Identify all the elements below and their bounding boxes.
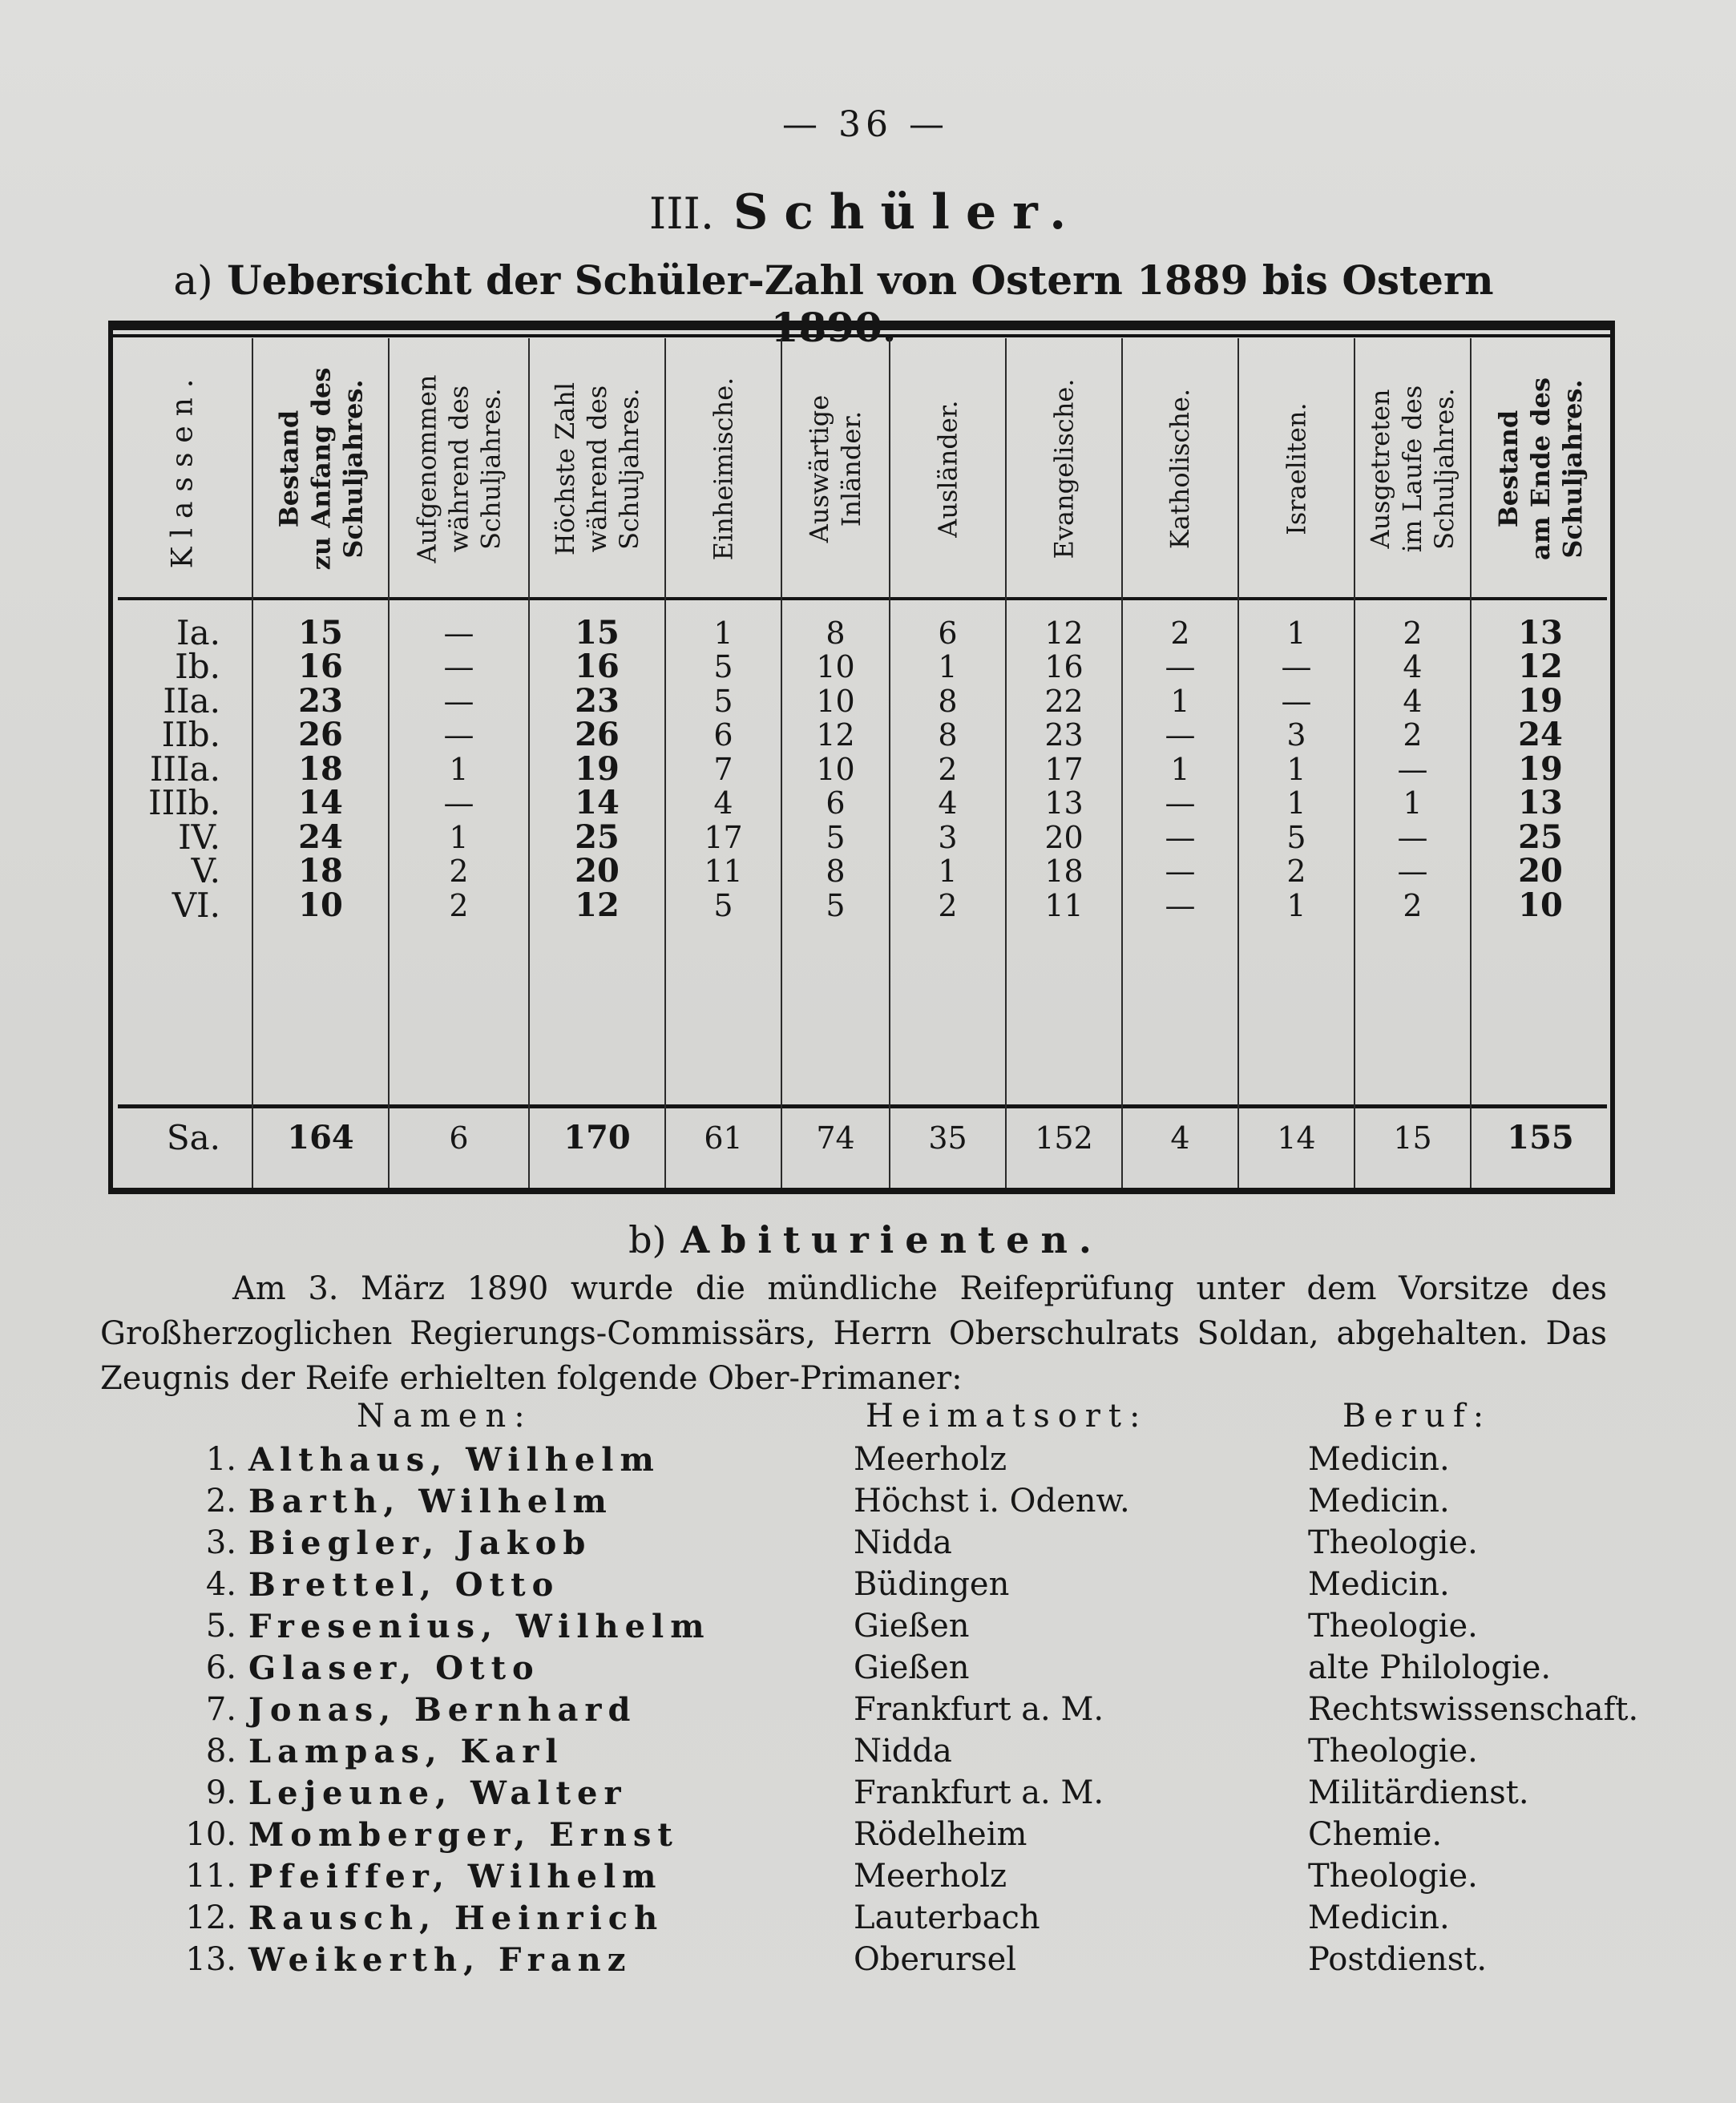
table-cell: 1	[938, 854, 958, 889]
table-cell: —	[1165, 820, 1196, 855]
table-cell: 13	[1044, 785, 1084, 821]
table-cell: 10	[1518, 886, 1563, 924]
abiturient-number: 7.	[205, 1691, 236, 1728]
abiturient-number: 8.	[205, 1733, 236, 1770]
abiturient-profession: alte Philologie.	[1308, 1649, 1552, 1686]
table-cell: —	[443, 717, 474, 753]
table-cell: 2	[449, 888, 469, 923]
abiturient-hometown: Gießen	[854, 1649, 970, 1686]
abiturient-profession: Postdienst.	[1308, 1941, 1488, 1978]
table-cell: 22	[1044, 684, 1084, 719]
table-cell: 20	[575, 852, 620, 890]
table-header-cell	[781, 345, 890, 593]
abiturient-hometown: Meerholz	[854, 1441, 1007, 1478]
table-cell: 15	[575, 614, 620, 652]
table-cell: 6	[938, 616, 958, 651]
table-cell: 2	[1403, 717, 1423, 753]
section-title	[577, 184, 1154, 240]
table-cell: 1	[1286, 752, 1306, 787]
table-class-label: IIb.	[161, 715, 220, 754]
table-header-cell	[1006, 345, 1122, 593]
page-number: — 36 —	[782, 104, 949, 145]
subtitle-letter: a)	[173, 257, 213, 304]
table-cell: 24	[1518, 716, 1563, 753]
abiturient-number: 2.	[205, 1483, 236, 1520]
table-cell: 23	[298, 682, 343, 720]
table-cell: 12	[1044, 616, 1084, 651]
table-cell: 5	[826, 820, 846, 855]
abiturient-hometown: Höchst i. Odenw.	[854, 1483, 1130, 1520]
abiturienten-letter: b)	[628, 1218, 667, 1261]
abiturient-profession: Rechtswissenschaft.	[1308, 1691, 1639, 1728]
table-cell: 1	[1170, 684, 1190, 719]
table-cell: 1	[1170, 752, 1190, 787]
table-cell: 2	[449, 854, 469, 889]
table-cell: 19	[1518, 750, 1563, 788]
abiturient-hometown: Büdingen	[854, 1566, 1010, 1603]
table-header-cell	[529, 345, 665, 593]
table-cell: 74	[816, 1120, 855, 1156]
table-header-cell	[1122, 345, 1238, 593]
abiturient-profession: Medicin.	[1308, 1566, 1450, 1603]
table-cell: 17	[1044, 752, 1084, 787]
paragraph-text: Am 3. März 1890 wurde die mündliche Reifeprüfung unter dem Vorsitze des Großherzoglichen Regierungs-Commissärs, Herrn Oberschulrats Soldan, abgehalten. Das Zeugnis der Reife erhielten folgende Ober-Primaner:	[100, 1270, 1607, 1397]
table-header-cell	[1238, 345, 1354, 593]
abiturient-profession: Theologie.	[1308, 1524, 1478, 1561]
abiturient-name: Lampas, Karl	[248, 1733, 564, 1770]
table-cell: 4	[1170, 1120, 1190, 1156]
abiturient-name: Pfeiffer, Wilhelm	[248, 1858, 663, 1895]
table-cell: 12	[816, 717, 855, 753]
student-count-table	[108, 321, 1615, 1194]
table-cell: —	[443, 616, 474, 651]
table-cell: 10	[816, 752, 855, 787]
abiturient-name: Fresenius, Wilhelm	[248, 1608, 711, 1645]
abiturient-hometown: Oberursel	[854, 1941, 1017, 1978]
abiturient-name: Glaser, Otto	[248, 1649, 540, 1687]
table-cell: 2	[1286, 854, 1306, 889]
table-cell: 10	[816, 684, 855, 719]
table-cell: 10	[298, 886, 343, 924]
abiturient-profession: Theologie.	[1308, 1733, 1478, 1770]
table-cell: 11	[1044, 888, 1084, 923]
table-cell: 5	[713, 888, 733, 923]
table-class-label: IIIb.	[147, 783, 220, 822]
table-cell: —	[1165, 717, 1196, 753]
table-cell: 1	[713, 616, 733, 651]
table-cell: 19	[575, 750, 620, 788]
table-cell: 6	[449, 1120, 469, 1156]
table-header-text: Ausländer.	[932, 400, 963, 538]
table-cell: 4	[1403, 649, 1423, 684]
table-cell: 1	[1286, 616, 1306, 651]
table-cell: 25	[1518, 818, 1563, 856]
table-rule-top	[108, 321, 1615, 330]
table-cell: 15	[298, 614, 343, 652]
abiturient-hometown: Frankfurt a. M.	[854, 1691, 1104, 1728]
table-header-cell	[1471, 345, 1610, 593]
abiturient-name: Momberger, Ernst	[248, 1816, 679, 1854]
table-class-label: IIIa.	[149, 749, 220, 789]
table-cell: 2	[938, 888, 958, 923]
table-cell: 2	[1403, 616, 1423, 651]
abiturient-profession: Medicin.	[1308, 1483, 1450, 1520]
table-cell: 20	[1044, 820, 1084, 855]
table-class-label: Sa.	[166, 1118, 220, 1157]
table-class-label: Ib.	[175, 647, 220, 686]
table-cell: 17	[704, 820, 743, 855]
table-cell: 7	[713, 752, 733, 787]
table-rule-top-thin	[108, 334, 1615, 337]
table-cell: 14	[298, 784, 343, 821]
table-header-text: Bestand zu Anfang des Schuljahres.	[273, 367, 369, 571]
table-cell: 170	[563, 1119, 631, 1156]
abiturient-number: 3.	[205, 1524, 236, 1561]
table-cell: 23	[575, 682, 620, 720]
column-header-name: Namen:	[357, 1398, 533, 1435]
table-cell: 1	[938, 649, 958, 684]
table-cell: 18	[1044, 854, 1084, 889]
table-header-text: Höchste Zahl während des Schuljahres.	[550, 381, 644, 556]
table-cell: 155	[1507, 1119, 1574, 1156]
abiturient-number: 5.	[205, 1608, 236, 1645]
table-cell: 3	[1286, 717, 1306, 753]
table-header-text: Evangelische.	[1048, 378, 1080, 559]
table-cell: 5	[713, 649, 733, 684]
table-cell: 5	[826, 888, 846, 923]
table-header-cell	[1354, 345, 1471, 593]
table-cell: 23	[1044, 717, 1084, 753]
abiturient-number: 4.	[205, 1566, 236, 1603]
table-cell: 10	[816, 649, 855, 684]
abiturient-profession: Militärdienst.	[1308, 1774, 1529, 1811]
table-cell: 15	[1393, 1120, 1432, 1156]
table-cell: —	[1165, 785, 1196, 821]
table-cell: 16	[1044, 649, 1084, 684]
table-cell: 61	[704, 1120, 743, 1156]
table-cell: 18	[298, 852, 343, 890]
table-cell: 6	[713, 717, 733, 753]
table-cell: 4	[713, 785, 733, 821]
abiturient-name: Brettel, Otto	[248, 1566, 560, 1604]
table-cell: —	[1397, 752, 1428, 787]
abiturient-number: 1.	[205, 1441, 236, 1478]
table-rule-right	[1610, 321, 1615, 1194]
abiturient-profession: Theologie.	[1308, 1608, 1478, 1645]
abiturient-profession: Chemie.	[1308, 1816, 1443, 1853]
abiturient-hometown: Meerholz	[854, 1858, 1007, 1895]
abiturient-profession: Medicin.	[1308, 1441, 1450, 1478]
abiturient-number: 10.	[185, 1816, 236, 1853]
table-cell: 16	[298, 648, 343, 685]
table-rule-sum	[118, 1104, 1607, 1108]
table-cell: 1	[1286, 888, 1306, 923]
abiturient-hometown: Frankfurt a. M.	[854, 1774, 1104, 1811]
abiturient-name: Lejeune, Walter	[248, 1774, 628, 1812]
table-cell: 8	[826, 854, 846, 889]
table-cell: 12	[575, 886, 620, 924]
section-heading: Schüler.	[733, 184, 1083, 240]
table-header-cell	[665, 345, 781, 593]
table-cell: 1	[449, 820, 469, 855]
table-header-text: Katholische.	[1165, 388, 1196, 550]
table-header-cell	[890, 345, 1006, 593]
table-cell: 16	[575, 648, 620, 685]
table-cell: 25	[575, 818, 620, 856]
table-cell: 18	[298, 750, 343, 788]
table-header-text: Auswärtige Inländer.	[804, 394, 867, 543]
abiturienten-paragraph	[100, 1266, 1607, 1401]
abiturient-number: 6.	[205, 1649, 236, 1686]
table-cell: 26	[575, 716, 620, 753]
table-header-cell	[389, 345, 529, 593]
table-cell: 4	[938, 785, 958, 821]
table-class-label: V.	[191, 851, 220, 890]
table-cell: 152	[1035, 1120, 1093, 1156]
table-class-label: VI.	[172, 886, 220, 925]
table-cell: —	[1165, 854, 1196, 889]
table-cell: 1	[449, 752, 469, 787]
table-header-text: Aufgenommen während des Schuljahres.	[411, 374, 507, 563]
table-header-cell	[252, 345, 389, 593]
abiturient-number: 9.	[205, 1774, 236, 1811]
table-cell: —	[1281, 649, 1312, 684]
table-header-text: Bestand am Ende des Schuljahres.	[1493, 377, 1589, 561]
abiturient-name: Barth, Wilhelm	[248, 1483, 613, 1520]
abiturient-hometown: Gießen	[854, 1608, 970, 1645]
abiturient-hometown: Lauterbach	[854, 1899, 1040, 1936]
table-cell: 1	[1286, 785, 1306, 821]
table-header-text: Israeliten.	[1281, 402, 1312, 535]
table-cell: —	[1397, 820, 1428, 855]
table-cell: 4	[1403, 684, 1423, 719]
table-cell: 6	[826, 785, 846, 821]
abiturient-name: Rausch, Heinrich	[248, 1899, 664, 1937]
table-class-label: Ia.	[176, 613, 220, 652]
column-header-beruf: Beruf:	[1342, 1398, 1492, 1435]
abiturient-number: 12.	[185, 1899, 236, 1936]
section-roman: III.	[648, 188, 715, 239]
abiturient-name: Althaus, Wilhelm	[248, 1441, 660, 1479]
table-cell: —	[1397, 854, 1428, 889]
table-cell: 8	[938, 717, 958, 753]
table-cell: 2	[1403, 888, 1423, 923]
abiturient-hometown: Nidda	[854, 1733, 952, 1770]
table-cell: 3	[938, 820, 958, 855]
table-cell: 20	[1518, 852, 1563, 890]
table-class-label: IIa.	[163, 681, 220, 721]
table-cell: 8	[826, 616, 846, 651]
abiturient-hometown: Nidda	[854, 1524, 952, 1561]
column-header-place: Heimatsort:	[866, 1398, 1149, 1435]
abiturient-number: 11.	[185, 1858, 236, 1895]
table-class-label: IV.	[178, 817, 220, 857]
table-cell: 14	[575, 784, 620, 821]
table-cell: 2	[1170, 616, 1190, 651]
abiturient-profession: Medicin.	[1308, 1899, 1450, 1936]
table-cell: 5	[1286, 820, 1306, 855]
table-cell: —	[1165, 649, 1196, 684]
table-cell: —	[443, 649, 474, 684]
abiturient-hometown: Rödelheim	[854, 1816, 1027, 1853]
subtitle-text: Uebersicht der Schüler-Zahl von Ostern 1889 bis Ostern	[227, 256, 1494, 304]
table-cell: 5	[713, 684, 733, 719]
table-cell: 13	[1518, 784, 1563, 821]
table-cell: —	[1281, 684, 1312, 719]
table-cell: —	[1165, 888, 1196, 923]
abiturient-name: Biegler, Jakob	[248, 1524, 592, 1562]
abiturient-profession: Theologie.	[1308, 1858, 1478, 1895]
table-cell: 26	[298, 716, 343, 753]
abiturient-number: 13.	[185, 1941, 236, 1978]
table-cell: 35	[928, 1120, 967, 1156]
abiturient-name: Jonas, Bernhard	[248, 1691, 637, 1729]
table-cell: 11	[704, 854, 743, 889]
table-header-text: Einheimische.	[708, 377, 739, 561]
abiturienten-heading: Abiturienten.	[680, 1218, 1103, 1261]
abiturient-name: Weikerth, Franz	[248, 1941, 632, 1979]
table-cell: —	[443, 785, 474, 821]
table-cell: 1	[1403, 785, 1423, 821]
table-cell: 13	[1518, 614, 1563, 652]
table-cell: 8	[938, 684, 958, 719]
table-cell: 2	[938, 752, 958, 787]
table-header-text: Ausgetreten im Laufe des Schuljahres.	[1365, 385, 1460, 553]
abiturienten-title	[625, 1218, 1106, 1261]
table-rule-bottom	[108, 1188, 1615, 1194]
table-header-text: Klassen.	[166, 369, 200, 569]
table-cell: 19	[1518, 682, 1563, 720]
table-cell: 14	[1277, 1120, 1316, 1156]
table-cell: 164	[287, 1119, 354, 1156]
table-header-cell	[113, 345, 252, 593]
table-cell: 24	[298, 818, 343, 856]
table-cell: —	[443, 684, 474, 719]
table-cell: 12	[1518, 648, 1563, 685]
table-rule-header	[118, 597, 1607, 600]
